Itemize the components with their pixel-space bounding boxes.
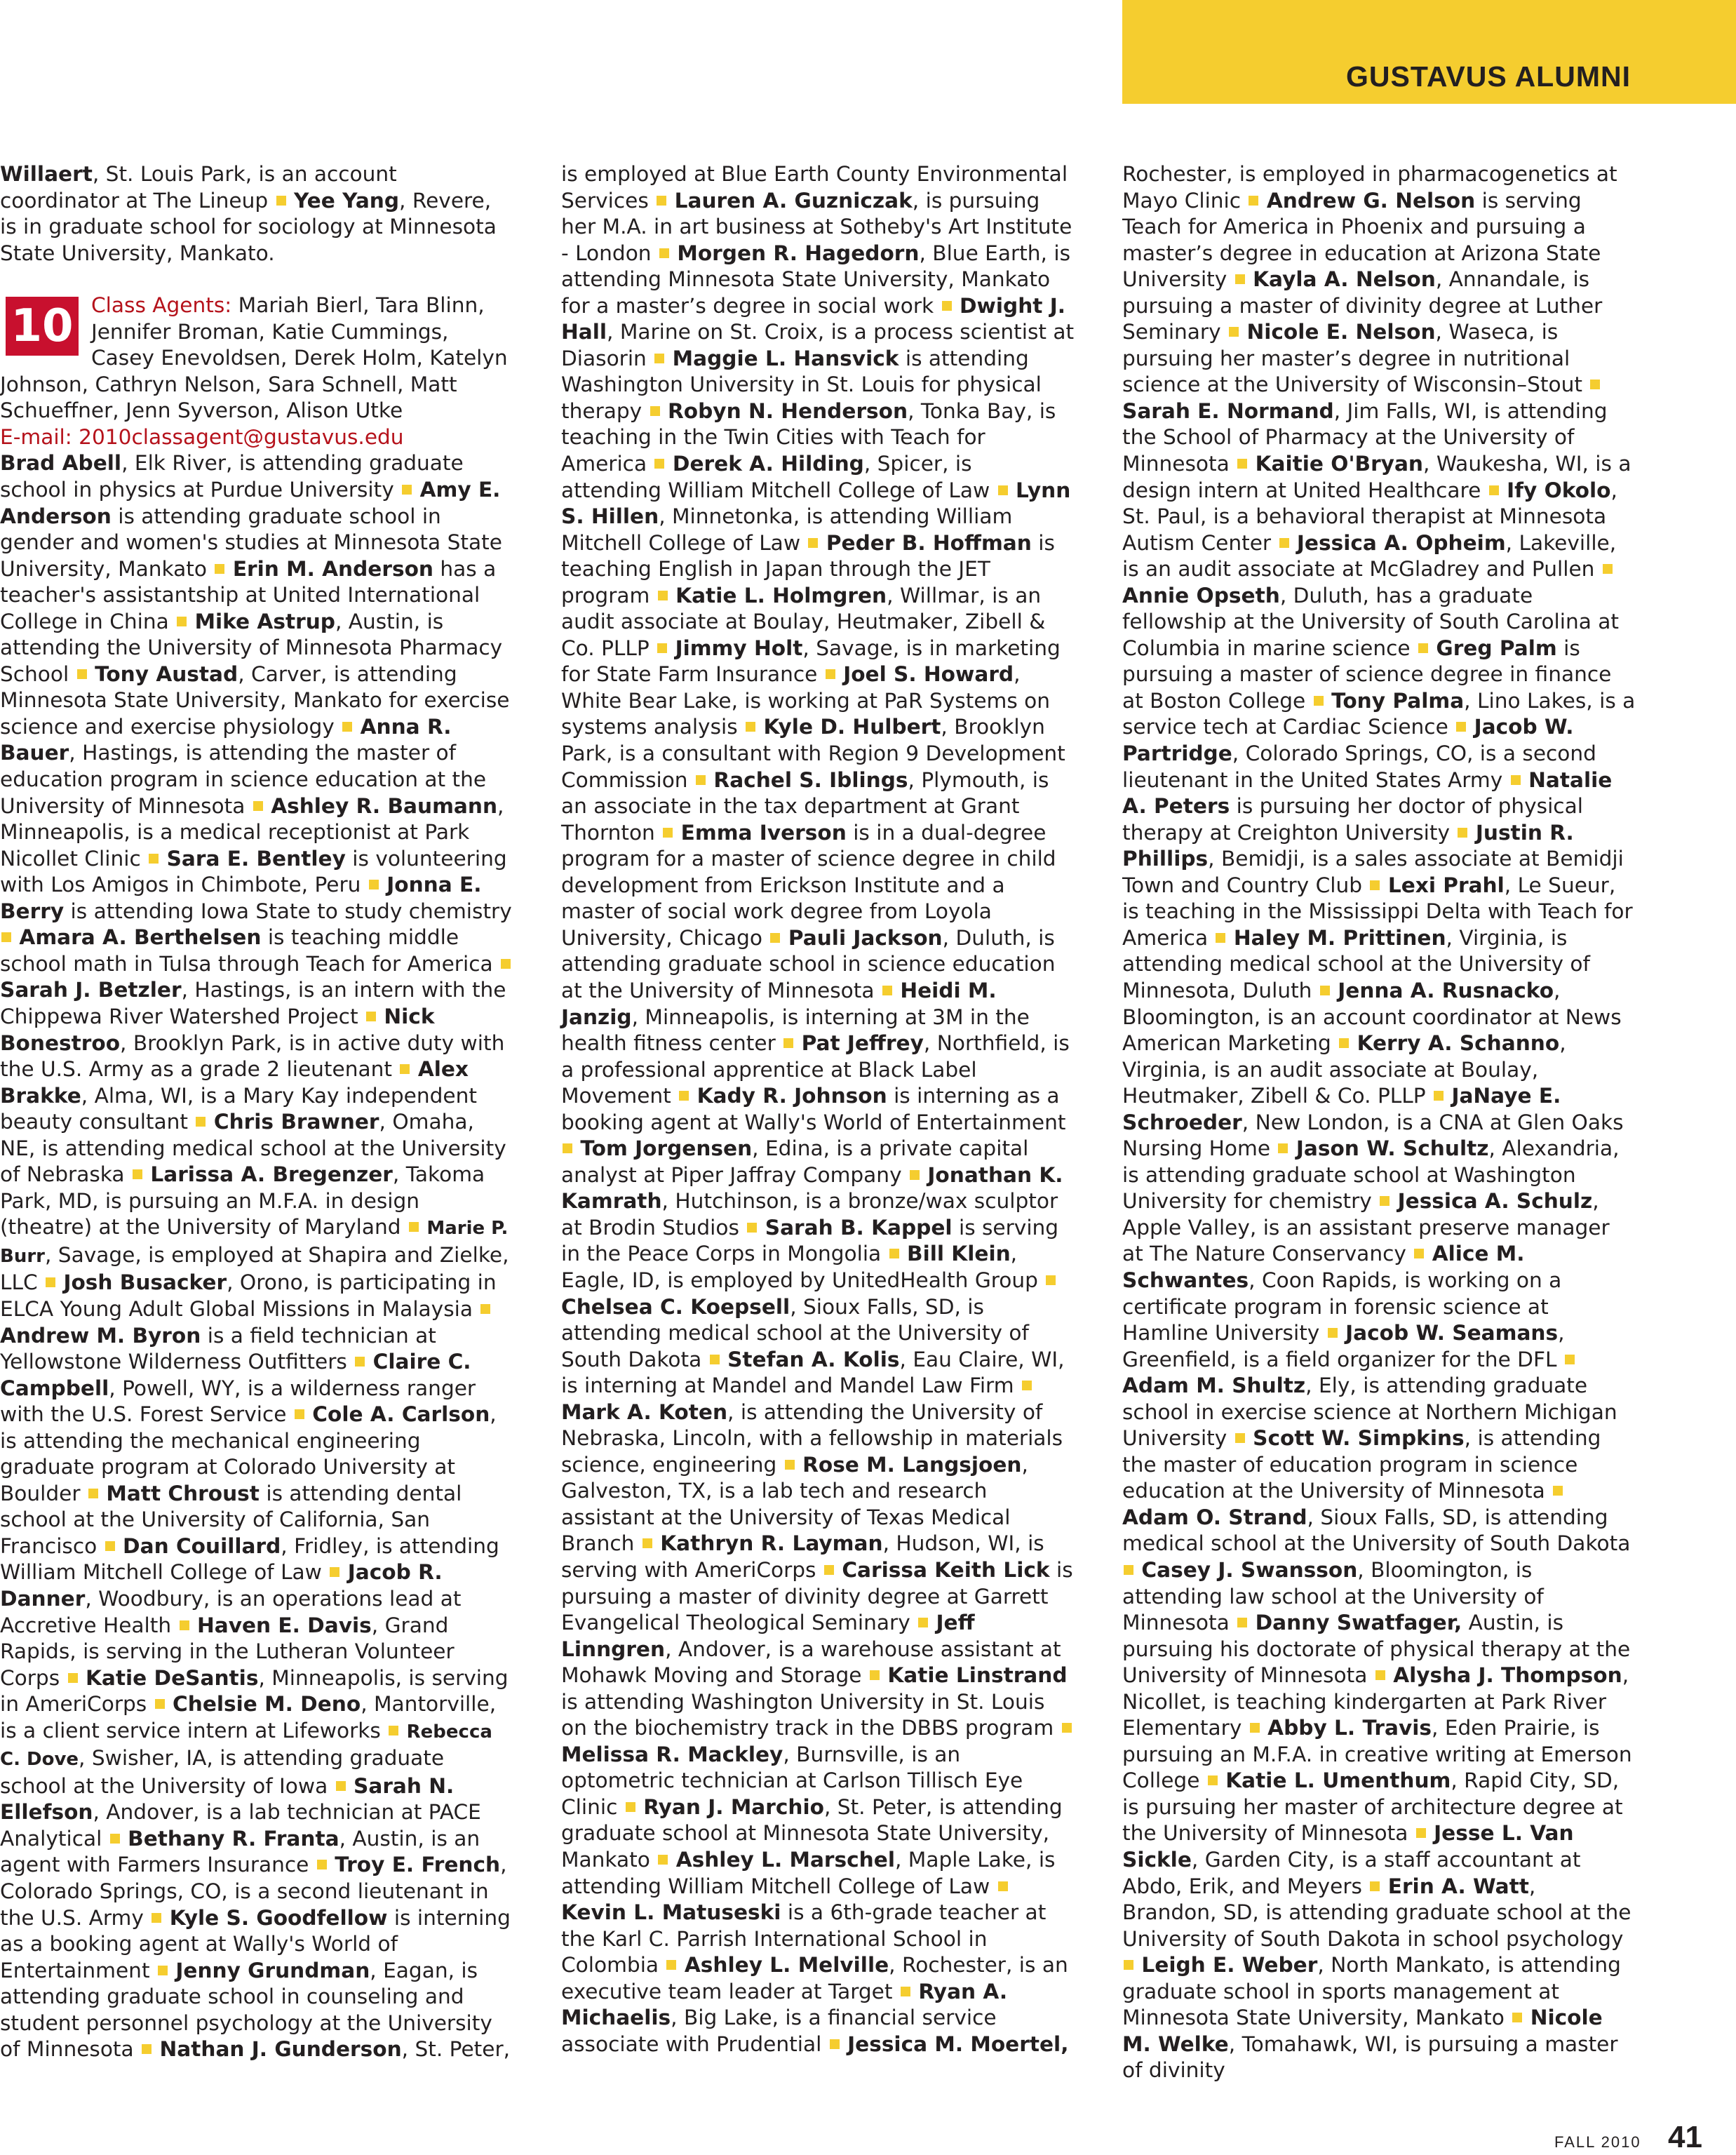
- entry-separator-icon: [824, 1565, 834, 1575]
- entry-separator-icon: [889, 1249, 899, 1258]
- entry-separator-icon: [830, 2039, 840, 2049]
- entry-separator-icon: [626, 1802, 635, 1812]
- entry-separator-icon: [679, 1091, 689, 1101]
- alumni-name: Jenny Grundman: [175, 1958, 370, 1982]
- alumni-name: Lexi Prahl: [1387, 873, 1505, 897]
- entry-separator-icon: [1046, 1275, 1056, 1285]
- entry-separator-icon: [1370, 1881, 1380, 1891]
- alumni-name: Ashley R. Baumann: [271, 793, 498, 818]
- alumni-name: Matt Chroust: [106, 1481, 260, 1505]
- alumni-name: Casey J. Swansson: [1141, 1557, 1358, 1582]
- alumni-name: Tony Palma: [1331, 688, 1465, 713]
- page-number: 41: [1668, 2120, 1702, 2154]
- paragraph-gap: [0, 267, 513, 293]
- alumni-name: Ashley L. Marschel: [675, 1848, 895, 1872]
- alumni-name: Marie P. Burr: [0, 1218, 509, 1267]
- alumni-name: Jason W. Schultz: [1296, 1136, 1489, 1161]
- alumni-name: Josh Busacker: [63, 1270, 227, 1295]
- alumni-name: Willaert: [0, 162, 93, 186]
- entry-separator-icon: [563, 1143, 572, 1153]
- entry-separator-icon: [650, 406, 660, 416]
- alumni-name: Amy E. Anderson: [0, 478, 501, 528]
- entry-separator-icon: [155, 1699, 165, 1709]
- alumni-name: Annie Opseth: [1122, 583, 1280, 607]
- entry-separator-icon: [1320, 986, 1330, 995]
- entry-separator-icon: [402, 485, 412, 495]
- entry-separator-icon: [1603, 564, 1613, 574]
- alumni-name: Rose M. Langsjoen: [802, 1452, 1022, 1477]
- alumni-name: Brad Abell: [0, 451, 122, 476]
- alumni-name: Bethany R. Franta: [128, 1826, 339, 1851]
- entry-separator-icon: [1512, 2013, 1522, 2022]
- alumni-name: Cole A. Carlson: [312, 1402, 490, 1427]
- entry-separator-icon: [654, 354, 664, 363]
- alumni-name: Claire C. Campbell: [0, 1350, 471, 1400]
- entry-separator-icon: [826, 669, 835, 679]
- alumni-name: Kady R. Johnson: [697, 1084, 887, 1108]
- alumni-name: Tony Austad: [95, 662, 238, 686]
- issue-label: FALL 2010: [1554, 2133, 1641, 2151]
- alumni-name: Greg Palm: [1436, 636, 1557, 660]
- entry-separator-icon: [882, 986, 892, 995]
- entry-separator-icon: [369, 880, 379, 889]
- entry-separator-icon: [910, 1170, 920, 1180]
- entry-separator-icon: [998, 1881, 1008, 1891]
- alumni-name: Jonathan K. Kamrath: [561, 1162, 1063, 1214]
- alumni-name: Andrew M. Byron: [0, 1323, 201, 1348]
- alumni-name: Amara A. Berthelsen: [19, 925, 262, 950]
- alumni-name: Leigh E. Weber: [1141, 1953, 1318, 1978]
- entry-separator-icon: [1229, 327, 1239, 337]
- alumni-name: Kyle D. Hulbert: [763, 715, 941, 739]
- entry-separator-icon: [901, 1987, 910, 1996]
- column-3-entries: Rochester, is employed in pharmacogenetics at Mayo Clinic Andrew G. Nelson is serving Teach for America in Phoenix and pursuing a master’s degree in education at Arizona State University Kayla A. Nelson, Annandale, is pursuing a master of divinity degree at Luther Seminary Nicole E. Nelson, Waseca, is pursuing her master’s degree in nutritional science at the University of Wisconsin–Stout Sarah E. Normand, Jim Falls, WI, is attending the School of Pharmacy at the University of Minnesota Kaitie O'Bryan, Waukesha, WI, is a design intern at United Healthcare Ify Okolo, St. Paul, is a behavioral therapist at Minnesota Autism Center Jessica A. Opheim, Lakeville, is an audit associate at McGladrey and Pullen Annie Opseth, Duluth, has a graduate fellowship at the University of South Carolina at Columbia in marine science Greg Palm is pursuing a master of science degree in finance at Boston College Tony Palma, Lino Lakes, is a service tech at Cardiac Science Jacob W. Partridge, Colorado Springs, CO, is a second lieutenant in the United States Army Natalie A. Peters is pursuing her doctor of physical therapy at Creighton University Justin R. Phillips, Bemidji, is a sales associate at Bemidji Town and Country Club Lexi Prahl, Le Sueur, is teaching in the Mississippi Delta with Teach for America Haley M. Prittinen, Virginia, is attending medical school at the University of Minnesota, Duluth Jenna A. Rusnacko, Bloomington, is an account coordinator at News American Marketing Kerry A. Schanno, Virginia, is an audit associate at Boulay, Heutmaker, Zibell & Co. PLLP JaNaye E. Schroeder, New London, is a CNA at Glen Oaks Nursing Home Jason W. Schultz, Alexandria, is attending graduate school at Washington University for chemistry Jessica A. Schulz, Apple Valley, is an assistant preserve manager at The Nature Conservancy Alice M. Schwantes, Coon Rapids, is working on a certificate program in forensic science at Hamline University Jacob W. Seamans, Greenfield, is a field organizer for the DFL Adam M. Shultz, Ely, is attending graduate school in exercise science at Northern Michigan University Scott W. Simpkins, is attending the master of education program in science education at the University of Minnesota Adam O. Strand, Sioux Falls, SD, is attending medical school at the University of South Dakota Casey J. Swansson, Bloomington, is attending law school at the University of Minnesota Danny Swatfager, Austin, is pursuing his doctorate of physical therapy at the University of Minnesota Alysha J. Thompson, Nicollet, is teaching kindergarten at Park River Elementary Abby L. Travis, Eden Prairie, is pursuing an M.F.A. in creative writing at Emerson College Katie L. Umenthum, Rapid City, SD, is pursuing her master of architecture degree at the University of Minnesota Jesse L. Van Sickle, Garden City, is a staff accountant at Abdo, Erik, and Meyers Erin A. Watt, Brandon, SD, is attending graduate school at the University of South Dakota in school psychology Leigh E. Weber, North Mankato, is attending graduate school in sports management at Minnesota State University, Mankato Nicole M. Welke, Tomahawk, WI, is pursuing a master of divinity: [1122, 162, 1636, 2083]
- entry-separator-icon: [1434, 1091, 1444, 1101]
- class-agent-email[interactable]: E-mail: 2010classagent@gustavus.edu: [0, 424, 404, 449]
- entry-separator-icon: [152, 1913, 161, 1923]
- alumni-name: Sarah B. Kappel: [765, 1215, 953, 1240]
- entry-separator-icon: [785, 1460, 795, 1470]
- alumni-name: Lauren A. Guzniczak: [674, 188, 913, 213]
- entry-separator-icon: [1022, 1381, 1032, 1390]
- alumni-name: Alysha J. Thompson: [1393, 1663, 1622, 1688]
- alumni-name: Emma Iverson: [680, 820, 847, 845]
- alumni-name: Mark A. Koten: [561, 1399, 728, 1424]
- alumni-name: Chelsie M. Deno: [173, 1692, 361, 1717]
- alumni-name: Jacob W. Seamans: [1345, 1321, 1559, 1345]
- entry-separator-icon: [1237, 459, 1247, 469]
- entry-separator-icon: [389, 1726, 398, 1736]
- entry-separator-icon: [276, 196, 286, 206]
- class-agents-label: Class Agents:: [91, 293, 232, 318]
- entry-separator-icon: [142, 2044, 152, 2054]
- alumni-name: Ify Okolo: [1507, 478, 1611, 502]
- entry-separator-icon: [657, 643, 667, 653]
- entry-separator-icon: [710, 1355, 720, 1364]
- alumni-name: Larissa A. Bregenzer: [150, 1162, 393, 1187]
- alumni-name: Dan Couillard: [123, 1533, 281, 1558]
- entry-separator-icon: [1124, 1565, 1133, 1575]
- column-2: [561, 161, 1075, 2057]
- class-agents-block: [0, 293, 513, 450]
- alumni-name: Jacob R. Danner: [0, 1560, 443, 1611]
- entry-separator-icon: [330, 1567, 339, 1577]
- alumni-name: Haley M. Prittinen: [1233, 925, 1446, 950]
- column-1-intro: Willaert, St. Louis Park, is an account coordinator at The Lineup Yee Yang, Revere, is in graduate school for sociology at Minnesota State University, Mankato.: [0, 162, 497, 265]
- entry-separator-icon: [480, 1304, 490, 1314]
- alumni-name: Scott W. Simpkins: [1253, 1426, 1465, 1451]
- entry-separator-icon: [253, 801, 263, 811]
- alumni-name: Jimmy Holt: [675, 636, 803, 660]
- alumni-name: Chelsea C. Koepsell: [561, 1294, 790, 1319]
- entry-separator-icon: [68, 1673, 78, 1683]
- entry-separator-icon: [88, 1489, 98, 1498]
- alumni-name: Kevin L. Matuseski: [561, 1900, 781, 1925]
- alumni-name: Derek A. Hilding: [672, 452, 864, 476]
- entry-separator-icon: [783, 1038, 793, 1048]
- alumni-name: Chris Brawner: [213, 1110, 379, 1134]
- entry-separator-icon: [1456, 722, 1466, 732]
- entry-separator-icon: [1590, 380, 1600, 389]
- alumni-name: Alex Brakke: [0, 1057, 469, 1108]
- entry-separator-icon: [1250, 1723, 1260, 1733]
- entry-separator-icon: [342, 722, 352, 732]
- entry-separator-icon: [642, 1538, 652, 1548]
- entry-separator-icon: [1416, 1828, 1426, 1838]
- column-3: [1122, 161, 1636, 2084]
- alumni-name: Sarah N. Ellefson: [0, 1773, 455, 1825]
- alumni-name: Nathan J. Gunderson: [159, 2037, 402, 2062]
- alumni-name: Kerry A. Schanno: [1357, 1031, 1560, 1056]
- entry-separator-icon: [295, 1409, 304, 1419]
- entry-separator-icon: [1370, 880, 1380, 890]
- alumni-name: Melissa R. Mackley: [561, 1742, 783, 1766]
- entry-separator-icon: [770, 933, 780, 943]
- entry-separator-icon: [77, 669, 87, 679]
- entry-separator-icon: [1328, 1328, 1338, 1338]
- section-title: GUSTAVUS ALUMNI: [1345, 60, 1631, 93]
- alumni-name: Peder B. Hoffman: [826, 530, 1032, 555]
- alumni-name: Andrew G. Nelson: [1266, 188, 1476, 213]
- alumni-name: Morgen R. Hagedorn: [677, 241, 920, 265]
- alumni-name: Kathryn R. Layman: [660, 1531, 883, 1556]
- entry-separator-icon: [46, 1277, 55, 1287]
- entry-separator-icon: [355, 1357, 365, 1367]
- alumni-name: JaNaye E. Schroeder: [1122, 1084, 1561, 1134]
- alumni-name: Nicole M. Welke: [1122, 2006, 1603, 2056]
- entry-separator-icon: [1124, 1960, 1133, 1970]
- entry-separator-icon: [366, 1012, 376, 1021]
- entry-separator-icon: [657, 196, 666, 206]
- entry-separator-icon: [1278, 1143, 1288, 1153]
- entry-separator-icon: [659, 248, 669, 258]
- class-agents-names: Mariah Bierl, Tara Blinn, Jennifer Broman, Katie Cummings, Casey Enevoldsen, Derek Holm, Katelyn Johnson, Cathryn Nelson, Sara Schnell, Matt Schueffner, Jenn Syverson, Alison Utke: [0, 293, 508, 423]
- alumni-name: Adam O. Strand: [1122, 1505, 1307, 1529]
- alumni-name: Erin A. Watt: [1387, 1874, 1529, 1898]
- alumni-name: Pat Jeffrey: [801, 1031, 924, 1056]
- alumni-name: Dwight J. Hall: [561, 293, 1065, 344]
- entry-separator-icon: [1235, 1433, 1245, 1443]
- alumni-name: Danny Swatfager,: [1255, 1611, 1462, 1635]
- entry-separator-icon: [998, 485, 1008, 495]
- column-1-entries: Brad Abell, Elk River, is attending graduate school in physics at Purdue University Amy E. Anderson is attending graduate school in gender and women's studies at Minnesota State University, Mankato Erin M. Anderson has a teacher's assistantship at United International College in China Mike Astrup, Austin, is attending the University of Minnesota Pharmacy School Tony Austad, Carver, is attending Minnesota State University, Mankato for exercise science and exercise physiology Anna R. Bauer, Hastings, is attending the master of education program in science education at the University of Minnesota Ashley R. Baumann, Minneapolis, is a medical receptionist at Park Nicollet Clinic Sara E. Bentley is volunteering with Los Amigos in Chimbote, Peru Jonna E. Berry is attending Iowa State to study chemistry Amara A. Berthelsen is teaching middle school math in Tulsa through Teach for America Sarah J. Betzler, Hastings, is an intern with the Chippewa River Watershed Project Nick Bonestroo, Brooklyn Park, is in active duty with the U.S. Army as a grade 2 lieutenant Alex Brakke, Alma, WI, is a Mary Kay independent beauty consultant Chris Brawner, Omaha, NE, is attending medical school at the University of Nebraska Larissa A. Bregenzer, Takoma Park, MD, is pursuing an M.F.A. in design (theatre) at the University of Maryland Marie P. Burr, Savage, is employed at Shapira and Zielke, LLC Josh Busacker, Orono, is participating in ELCA Young Adult Global Missions in Malaysia Andrew M. Byron is a field technician at Yellowstone Wilderness Outfitters Claire C. Campbell, Powell, WY, is a wilderness ranger with the U.S. Forest Service Cole A. Carlson, is attending the mechanical engineering graduate program at Colorado University at Boulder Matt Chroust is attending dental school at the University of California, San Francisco Dan Couillard, Fridley, is attending William Mitchell College of Law Jacob R. Danner, Woodbury, is an operations lead at Accretive Health Haven E. Davis, Grand Rapids, is serving in the Lutheran Volunteer Corps Katie DeSantis, Minneapolis, is serving in AmeriCorps Chelsie M. Deno, Mantorville, is a client service intern at Lifeworks Rebecca C. Dove, Swisher, IA, is attending graduate school at the University of Iowa Sarah N. Ellefson, Andover, is a lab technician at PACE Analytical Bethany R. Franta, Austin, is an agent with Farmers Insurance Troy E. French, Colorado Springs, CO, is a second lieutenant in the U.S. Army Kyle S. Goodfellow is interning as a booking agent at Wally's World of Entertainment Jenny Grundman, Eagan, is attending graduate school in counseling and student personnel psychology at the University of Minnesota Nathan J. Gunderson, St. Peter,: [0, 451, 512, 2062]
- alumni-name: Nick Bonestroo: [0, 1004, 435, 1055]
- entry-separator-icon: [149, 854, 159, 864]
- alumni-name: Abby L. Travis: [1267, 1716, 1432, 1740]
- alumni-name: Haven E. Davis: [196, 1613, 372, 1637]
- entry-separator-icon: [696, 775, 706, 785]
- entry-separator-icon: [746, 722, 755, 732]
- entry-separator-icon: [1380, 1196, 1390, 1206]
- alumni-name: Erin M. Anderson: [232, 556, 433, 581]
- entry-separator-icon: [1339, 1038, 1349, 1048]
- entry-separator-icon: [177, 617, 187, 626]
- entry-separator-icon: [1414, 1249, 1424, 1258]
- alumni-name: Kaitie O'Bryan: [1255, 452, 1423, 476]
- entry-separator-icon: [400, 1064, 410, 1074]
- alumni-name: Bill Klein: [907, 1242, 1011, 1266]
- alumni-name: Yee Yang: [293, 188, 400, 213]
- alumni-name: Justin R. Phillips: [1122, 820, 1574, 871]
- alumni-name: Jacob W. Partridge: [1122, 715, 1574, 766]
- alumni-name: Maggie L. Hansvick: [672, 346, 899, 370]
- entry-separator-icon: [180, 1620, 189, 1630]
- entry-separator-icon: [1375, 1670, 1385, 1680]
- alumni-name: Jessica A. Opheim: [1296, 530, 1506, 555]
- entry-separator-icon: [654, 459, 664, 469]
- column-2-entries: is employed at Blue Earth County Environmental Services Lauren A. Guzniczak, is pursuing her M.A. in art business at Sotheby's Art Institute - London Morgen R. Hagedorn, Blue Earth, is attending Minnesota State University, Mankato for a master’s degree in social work Dwight J. Hall, Marine on St. Croix, is a process scientist at Diasorin Maggie L. Hansvick is attending Washington University in St. Louis for physical therapy Robyn N. Henderson, Tonka Bay, is teaching in the Twin Cities with Teach for America Derek A. Hilding, Spicer, is attending William Mitchell College of Law Lynn S. Hillen, Minnetonka, is attending William Mitchell College of Law Peder B. Hoffman is teaching English in Japan through the JET program Katie L. Holmgren, Willmar, is an audit associate at Boulay, Heutmaker, Zibell & Co. PLLP Jimmy Holt, Savage, is in marketing for State Farm Insurance Joel S. Howard, White Bear Lake, is working at PaR Systems on systems analysis Kyle D. Hulbert, Brooklyn Park, is a consultant with Region 9 Development Commission Rachel S. Iblings, Plymouth, is an associate in the tax department at Grant Thornton Emma Iverson is in a dual-degree program for a master of science degree in child development from Erickson Institute and a master of social work degree from Loyola University, Chicago Pauli Jackson, Duluth, is attending graduate school in science education at the University of Minnesota Heidi M. Janzig, Minneapolis, is interning at 3M in the health fitness center Pat Jeffrey, Northfield, is a professional apprentice at Black Label Movement Kady R. Johnson is interning as a booking agent at Wally's World of Entertainment Tom Jorgensen, Edina, is a private capital analyst at Piper Jaffray Company Jonathan K. Kamrath, Hutchinson, is a bronze/wax sculptor at Brodin Studios Sarah B. Kappel is serving in the Peace Corps in Mongolia Bill Klein, Eagle, ID, is employed by UnitedHealth Group Chelsea C. Koepsell, Sioux Falls, SD, is attending medical school at the University of South Dakota Stefan A. Kolis, Eau Claire, WI, is interning at Mandel and Mandel Law Firm Mark A. Koten, is attending the University of Nebraska, Lincoln, with a fellowship in materials science, engineering Rose M. Langsjoen, Galveston, TX, is a lab tech and research assistant at the University of Texas Medical Branch Kathryn R. Layman, Hudson, WI, is serving with AmeriCorps Carissa Keith Lick is pursuing a master of divinity degree at Garrett Evangelical Theological Seminary Jeff Linngren, Andover, is a warehouse assistant at Mohawk Moving and Storage Katie Linstrand is attending Washington University in St. Louis on the biochemistry track in the DBBS program Melissa R. Mackley, Burnsville, is an optometric technician at Carlson Tillisch Eye Clinic Ryan J. Marchio, St. Peter, is attending graduate school at Minnesota State University, Mankato Ashley L. Marschel, Maple Lake, is attending William Mitchell College of Law Kevin L. Matuseski is a 6th-grade teacher at the Karl C. Parrish International School in Colombia Ashley L. Melville, Rochester, is an executive team leader at Target Ryan A. Michaelis, Big Lake, is a financial service associate with Prudential Jessica M. Moertel,: [561, 162, 1075, 2056]
- entry-separator-icon: [105, 1541, 115, 1551]
- entry-separator-icon: [1458, 828, 1467, 838]
- alumni-name: Katie L. Umenthum: [1225, 1768, 1451, 1793]
- alumni-name: Heidi M. Janzig: [561, 978, 997, 1029]
- alumni-name: Jessica M. Moertel,: [847, 2032, 1069, 2056]
- entry-separator-icon: [158, 1966, 168, 1975]
- entry-separator-icon: [658, 591, 668, 600]
- entry-separator-icon: [1235, 274, 1245, 284]
- entry-separator-icon: [409, 1222, 419, 1232]
- entry-separator-icon: [942, 301, 952, 311]
- entry-separator-icon: [747, 1223, 757, 1233]
- entry-separator-icon: [501, 959, 511, 969]
- entry-separator-icon: [1, 932, 11, 942]
- alumni-name: Lynn S. Hillen: [561, 478, 1071, 529]
- entry-separator-icon: [1565, 1355, 1575, 1364]
- alumni-name: Natalie A. Peters: [1122, 767, 1613, 819]
- alumni-name: Katie L. Holmgren: [675, 583, 887, 607]
- entry-separator-icon: [1489, 485, 1499, 495]
- entry-separator-icon: [1208, 1775, 1218, 1785]
- alumni-name: Sarah E. Normand: [1122, 398, 1334, 423]
- entry-separator-icon: [1249, 196, 1258, 206]
- alumni-name: Jessica A. Schulz: [1397, 1189, 1593, 1214]
- entry-separator-icon: [110, 1834, 120, 1844]
- entry-separator-icon: [1553, 1486, 1563, 1496]
- alumni-name: Anna R. Bauer: [0, 714, 452, 765]
- section-banner: [1122, 0, 1736, 104]
- entry-separator-icon: [666, 1960, 676, 1970]
- entry-separator-icon: [1062, 1723, 1072, 1733]
- alumni-name: Katie Linstrand: [887, 1663, 1068, 1688]
- entry-separator-icon: [317, 1860, 327, 1869]
- alumni-name: Adam M. Shultz: [1122, 1374, 1306, 1398]
- alumni-name: Stefan A. Kolis: [727, 1347, 900, 1371]
- alumni-name: Rachel S. Iblings: [713, 767, 908, 792]
- alumni-name: Alice M. Schwantes: [1122, 1242, 1525, 1292]
- alumni-name: Carissa Keith Lick: [842, 1557, 1050, 1582]
- alumni-name: Jesse L. Van Sickle: [1122, 1821, 1574, 1872]
- entry-separator-icon: [870, 1670, 880, 1680]
- alumni-name: Robyn N. Henderson: [668, 398, 908, 423]
- entry-separator-icon: [215, 564, 224, 574]
- alumni-name: Katie DeSantis: [85, 1665, 259, 1690]
- alumni-name: Sarah J. Betzler: [0, 978, 182, 1002]
- alumni-name: Ashley L. Melville: [684, 1953, 889, 1978]
- entry-separator-icon: [1237, 1618, 1247, 1627]
- entry-separator-icon: [1216, 933, 1225, 943]
- alumni-name: Nicole E. Nelson: [1246, 320, 1436, 344]
- column-1: [0, 161, 513, 2063]
- entry-separator-icon: [1418, 643, 1428, 653]
- alumni-name: Jenna A. Rusnacko: [1338, 978, 1554, 1002]
- entry-separator-icon: [133, 1169, 142, 1179]
- alumni-name: Jonna E. Berry: [0, 873, 482, 923]
- alumni-name: Tom Jorgensen: [580, 1136, 753, 1161]
- alumni-name: Mike Astrup: [194, 609, 335, 633]
- entry-separator-icon: [918, 1618, 928, 1627]
- alumni-name: Ryan A. Michaelis: [561, 1979, 1008, 2030]
- entry-separator-icon: [663, 828, 673, 838]
- alumni-name: Pauli Jackson: [788, 925, 943, 950]
- alumni-name: Kayla A. Nelson: [1253, 267, 1436, 292]
- alumni-name: Kyle S. Goodfellow: [169, 1905, 388, 1930]
- alumni-name: Troy E. French: [335, 1853, 501, 1877]
- class-year-badge: 10: [6, 297, 79, 356]
- entry-separator-icon: [1314, 696, 1324, 706]
- entry-separator-icon: [196, 1117, 206, 1127]
- alumni-name: Rebecca C. Dove: [0, 1721, 492, 1771]
- entry-separator-icon: [1279, 538, 1289, 548]
- alumni-name: Joel S. Howard: [843, 662, 1014, 687]
- entry-separator-icon: [658, 1855, 668, 1865]
- alumni-name: Jeff Linngren: [561, 1611, 975, 1661]
- alumni-name: Ryan J. Marchio: [643, 1794, 824, 1819]
- alumni-name: Sara E. Bentley: [166, 846, 346, 871]
- entry-separator-icon: [808, 538, 818, 548]
- entry-separator-icon: [1511, 775, 1521, 785]
- entry-separator-icon: [336, 1781, 346, 1791]
